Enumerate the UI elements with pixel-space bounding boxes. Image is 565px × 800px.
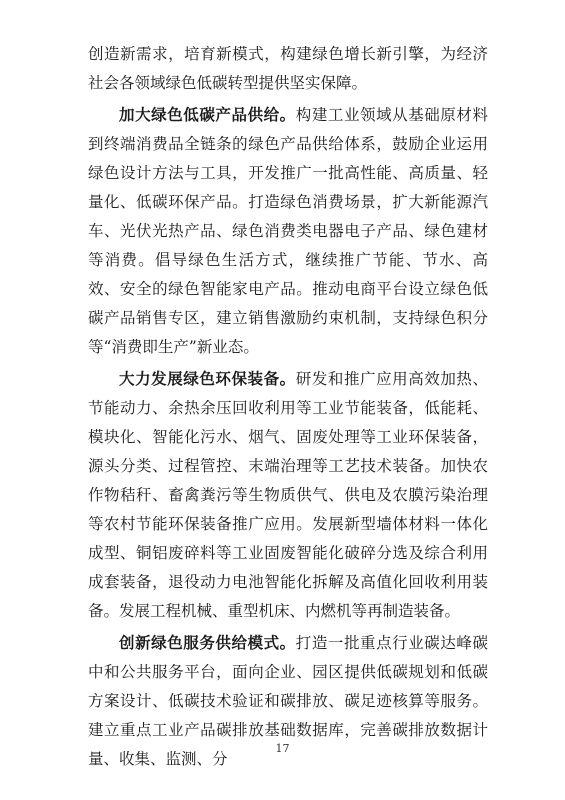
paragraph-heading: 创新绿色服务供给模式。: [119, 633, 296, 652]
paragraph-green-low-carbon-products: [88, 100, 488, 362]
paragraph-text: 打造一批重点行业碳达峰碳中和公共服务平台，面向企业、园区提供低碳规划和低碳方案设计、低碳技术验证和碳排放、碳足迹核算等服务。建立重点工业产品碳排放基础数据库，完善碳排放数据计量、收集、监测、分: [88, 634, 488, 768]
page-number: 17: [275, 742, 290, 755]
paragraph-heading: 大力发展绿色环保装备。: [119, 369, 296, 388]
paragraph-text: 研发和推广应用高效加热、节能动力、余热余压回收利用等工业节能装备，低能耗、模块化、智能化污水、烟气、固废处理等工业环保装备，源头分类、过程管控、末端治理等工艺技术装备。加快农作物秸秆、畜禽粪污等生物质供气、供电及农膜污染治理等农村节能环保装备推广应用。发展新型墙体材料一体化成型、铜铝废碎料等工业固废智能化破碎分选及综合利用成套装备，退役动力电池智能化拆解及高值化回收利用装备。发展工程机械、重型机床、内燃机等再制造装备。: [88, 370, 488, 620]
paragraph-green-environmental-equipment: [88, 364, 488, 626]
paragraph-text: 构建工业领域从基础原材料到终端消费品全链条的绿色产品供给体系，鼓励企业运用绿色设计方法与工具，开发推广一批高性能、高质量、轻量化、低碳环保产品。打造绿色消费场景，扩大新能源汽车、光伏光热产品、绿色消费类电器电子产品、绿色建材等消费。倡导绿色生活方式，继续推广节能、节水、高效、安全的绿色智能家电产品。推动电商平台设立绿色低碳产品销售专区，建立销售激励约束机制，支持绿色积分等“消费即生产”新业态。: [88, 106, 488, 356]
document-body: [88, 40, 488, 774]
paragraph-heading: 加大绿色低碳产品供给。: [119, 105, 296, 124]
paragraph-continuation: [88, 40, 488, 98]
paragraph-text: 创造新需求，培育新模式，构建绿色增长新引擎，为经济社会各领域绿色低碳转型提供坚实保障。: [88, 45, 488, 92]
